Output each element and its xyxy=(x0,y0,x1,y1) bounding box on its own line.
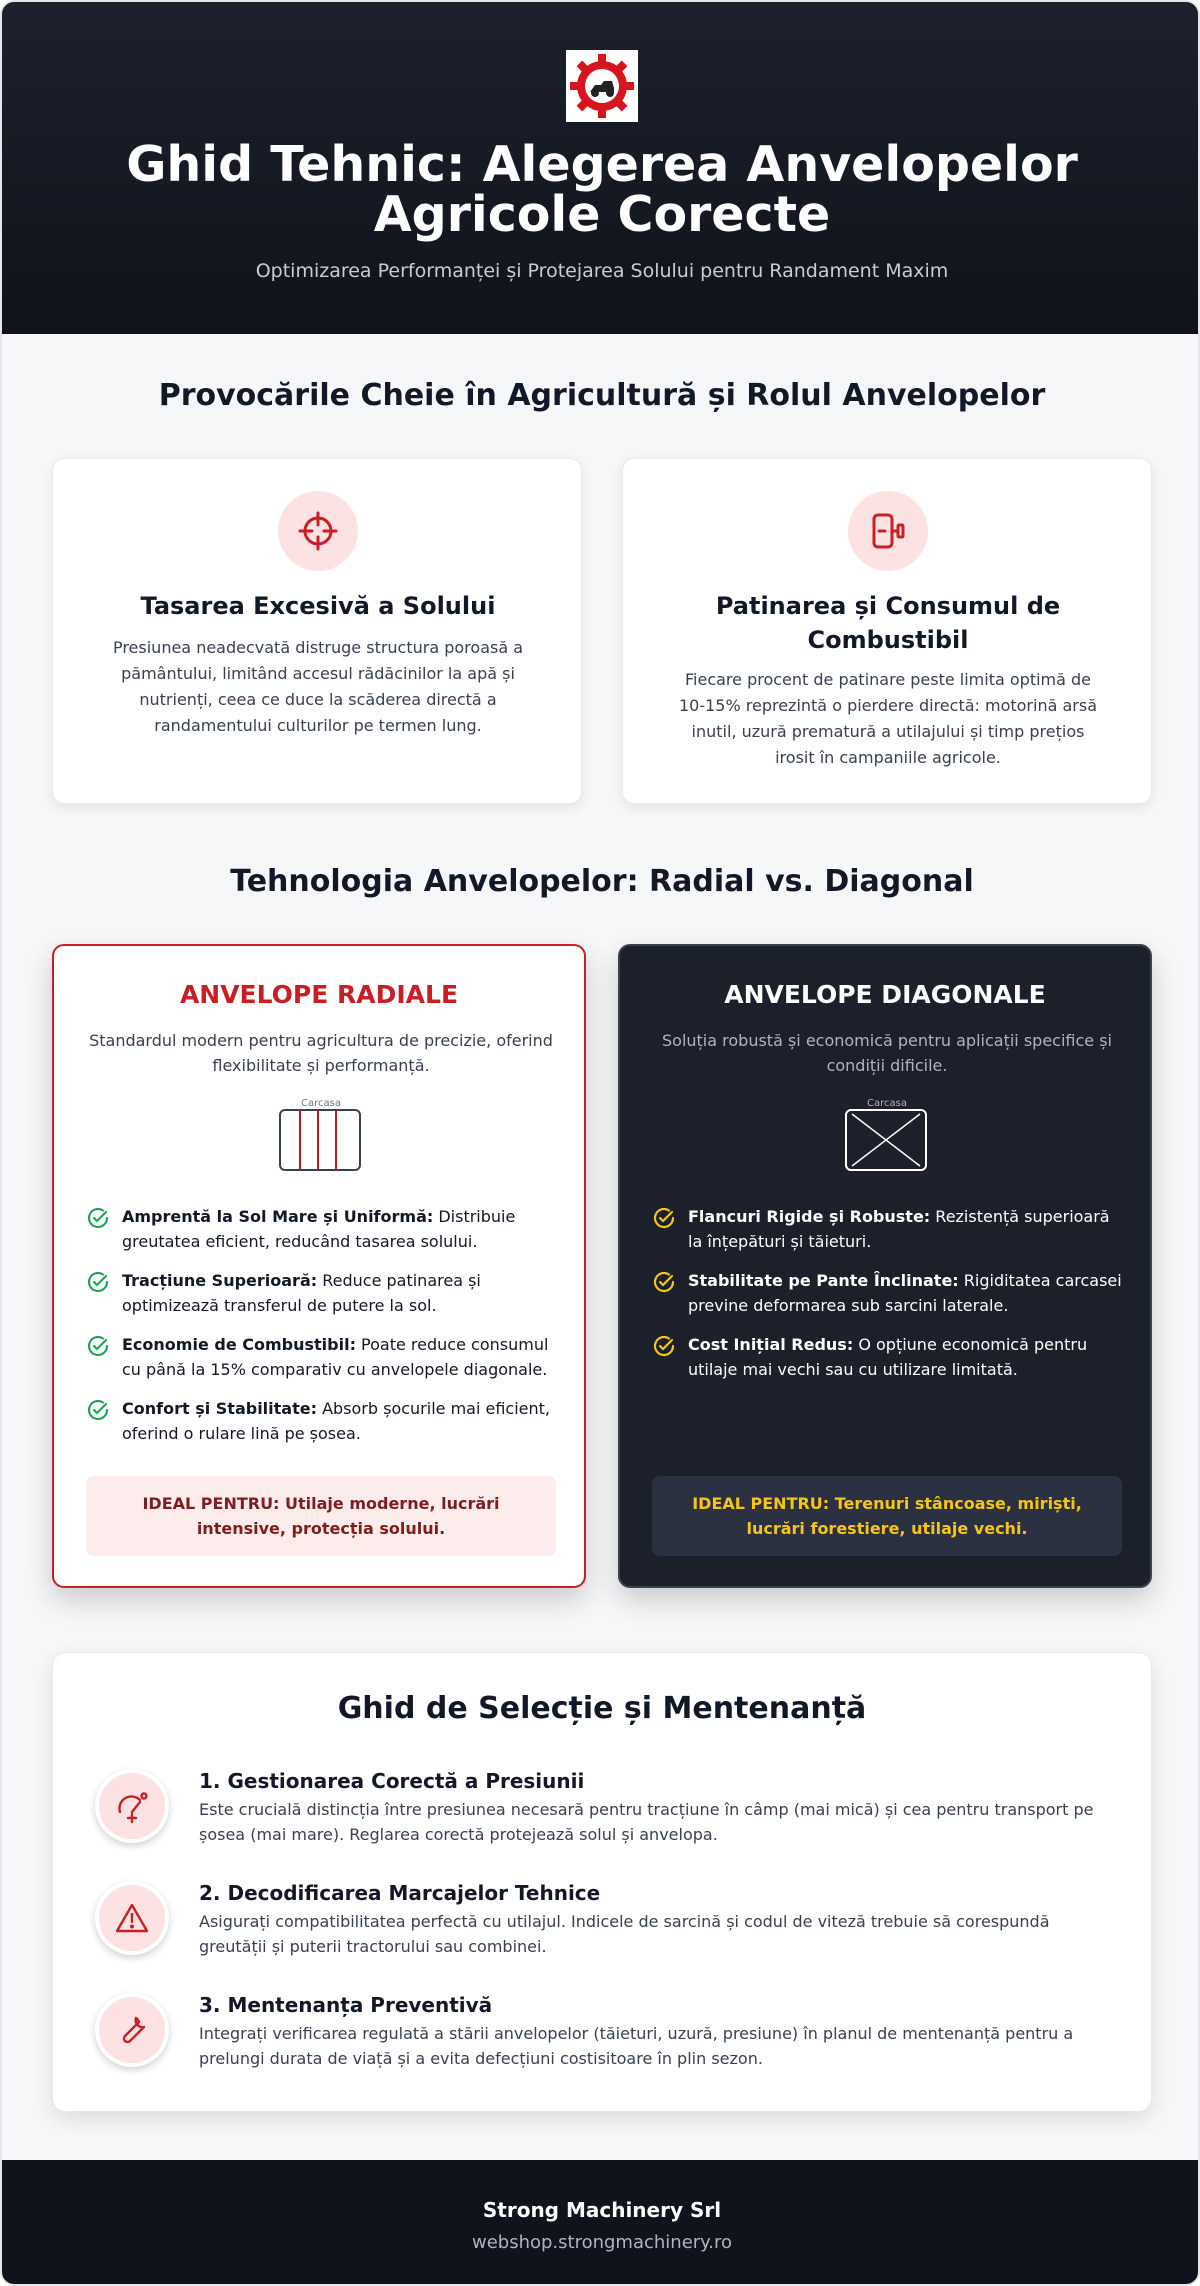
page-title: Ghid Tehnic: Alegerea Anvelopelor Agricole Corecte xyxy=(126,136,1078,243)
step-title: 2. Decodificarea Marcajelor Tehnice xyxy=(199,1881,601,1905)
check-circle-icon xyxy=(86,1206,110,1230)
check-circle-icon xyxy=(652,1206,676,1230)
step-text: Este crucială distincția între presiunea necesară pentru tracțiune în câmp (mai mică) și cea pentru transport pe șosea (mai mare). Reglarea corectă protejează solul și anvelopa. xyxy=(199,1800,1094,1844)
check-circle-icon xyxy=(86,1398,110,1422)
feature-text: Amprentă la Sol Mare și Uniformă: Distribuie greutatea eficient, reducând tasarea solului. xyxy=(122,1207,516,1251)
selection-guide xyxy=(52,1652,1152,2112)
feature-item xyxy=(86,1396,556,1446)
diagonal-carcass-diagram xyxy=(842,1096,932,1176)
card-title: Tasarea Excesivă a Solului xyxy=(140,592,496,620)
guide-title: Ghid de Selecție și Mentenanță xyxy=(337,1691,867,1726)
challenges-title: Provocările Cheie în Agricultură și Rolul Anvelopelor xyxy=(158,378,1046,413)
wrench-icon xyxy=(95,1993,169,2067)
feature-item xyxy=(652,1332,1122,1382)
radial-description: Standardul modern pentru agricultura de precizie, oferind flexibilitate și performanță. xyxy=(89,1031,553,1075)
guide-step xyxy=(95,1881,1115,1981)
step-text: Integrați verificarea regulată a stării anvelopelor (tăieturi, uzură, presiune) în planul de mentenanță pentru a prelungi durata de viață și a evita defecțiuni costisitoare în plin sezon. xyxy=(199,2024,1074,2068)
guide-step xyxy=(95,1769,1115,1869)
carcass-label: Carcasa xyxy=(867,1098,907,1109)
feature-text: Cost Inițial Redus: O opțiune economică pentru utilaje mai vechi sau cu utilizare limitată. xyxy=(688,1335,1088,1379)
feature-item xyxy=(86,1204,556,1254)
gear-logo-icon xyxy=(566,50,638,122)
step-title: 1. Gestionarea Corectă a Presiunii xyxy=(199,1769,585,1793)
challenge-card-slippage xyxy=(622,458,1152,804)
check-circle-icon xyxy=(86,1334,110,1358)
website-link[interactable]: webshop.strongmachinery.ro xyxy=(471,2232,733,2253)
feature-text: Stabilitate pe Pante Înclinate: Rigiditatea carcasei previne deformarea sub sarcini laterale. xyxy=(688,1271,1122,1315)
card-title: Patinarea și Consumul de Combustibil xyxy=(715,592,1061,654)
diagonal-description: Soluția robustă și economică pentru aplicații specifice și condiții dificile. xyxy=(662,1031,1112,1075)
pressure-gauge-icon xyxy=(95,1769,169,1843)
page-subtitle: Optimizarea Performanței și Protejarea Solului pentru Randament Maxim xyxy=(255,260,949,282)
diagonal-ideal-box: IDEAL PENTRU: Terenuri stâncoase, miriști, lucrări forestiere, utilaje vechi. xyxy=(652,1476,1122,1556)
technology-title: Tehnologia Anvelopelor: Radial vs. Diagonal xyxy=(230,864,974,899)
check-circle-icon xyxy=(652,1270,676,1294)
feature-item xyxy=(86,1332,556,1382)
card-text: Fiecare procent de patinare peste limita optimă de 10-15% reprezintă o pierdere directă: motorină arsă inutil, uzură prematură a utilajului și timp prețios irosit în campaniile agricole. xyxy=(678,670,1098,767)
challenge-card-compaction xyxy=(52,458,582,804)
radial-ideal-box: IDEAL PENTRU: Utilaje moderne, lucrări intensive, protecția solului. xyxy=(86,1476,556,1556)
carcass-label: Carcasa xyxy=(301,1098,341,1109)
header xyxy=(2,2,1200,334)
radial-tire-card xyxy=(52,944,586,1588)
feature-item xyxy=(652,1204,1122,1254)
diagonal-tire-card xyxy=(618,944,1152,1588)
step-title: 3. Mentenanța Preventivă xyxy=(199,1993,493,2017)
fuel-pump-icon xyxy=(848,491,928,571)
feature-text: Confort și Stabilitate: Absorb șocurile mai eficient, oferind o rulare lină pe șosea. xyxy=(122,1399,551,1443)
card-text: Presiunea neadecvată distruge structura poroasă a pământului, limitând accesul rădăcinilor la apă și nutrienți, ceea ce duce la scăderea directă a randamentului culturilor pe termen lung. xyxy=(112,638,524,735)
feature-item xyxy=(652,1268,1122,1318)
guide-step xyxy=(95,1993,1115,2093)
company-name: Strong Machinery Srl xyxy=(482,2198,722,2222)
feature-text: Economie de Combustibil: Poate reduce consumul cu până la 15% comparativ cu anvelopele diagonale. xyxy=(122,1335,549,1379)
radial-title: ANVELOPE RADIALE xyxy=(179,980,459,1009)
feature-item xyxy=(86,1268,556,1318)
crosshair-icon xyxy=(278,491,358,571)
radial-carcass-diagram xyxy=(276,1096,366,1176)
check-circle-icon xyxy=(86,1270,110,1294)
warning-triangle-icon xyxy=(95,1881,169,1955)
check-circle-icon xyxy=(652,1334,676,1358)
feature-text: Tracțiune Superioară: Reduce patinarea și optimizează transferul de putere la sol. xyxy=(122,1271,481,1315)
diagonal-title: ANVELOPE DIAGONALE xyxy=(724,980,1046,1009)
footer xyxy=(2,2160,1200,2286)
feature-text: Flancuri Rigide și Robuste: Rezistență superioară la înțepături și tăieturi. xyxy=(688,1207,1110,1251)
step-text: Asigurați compatibilitatea perfectă cu utilajul. Indicele de sarcină și codul de viteză trebuie să corespundă greutății și puterii tractorului sau combinei. xyxy=(199,1912,1050,1956)
